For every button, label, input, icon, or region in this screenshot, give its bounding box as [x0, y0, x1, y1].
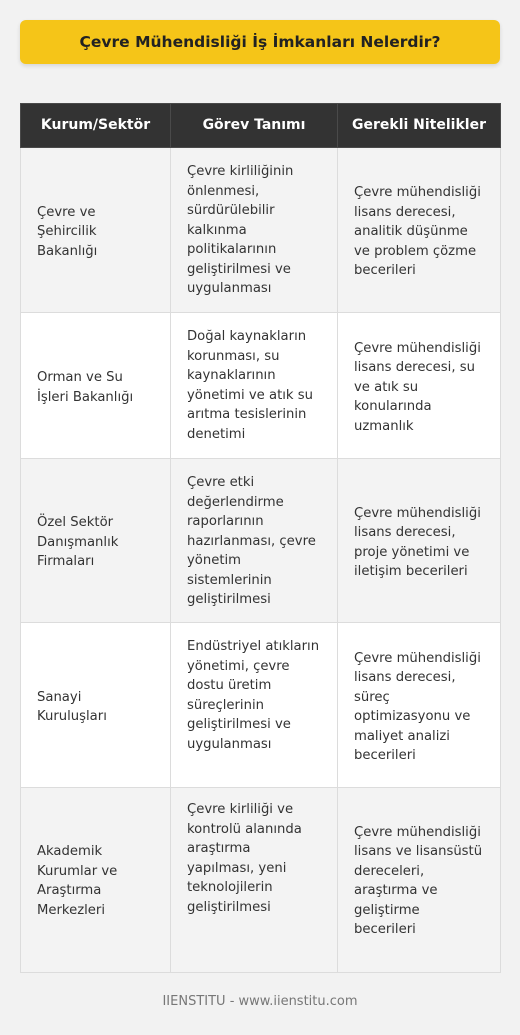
table-row [21, 623, 501, 788]
table-row [21, 459, 501, 623]
column-header-sector: Kurum/Sektör [21, 104, 171, 148]
footer-credit: IIENSTITU - www.iienstitu.com [162, 994, 358, 1009]
column-header-duty: Görev Tanımı [171, 104, 338, 148]
sector-cell: Çevre ve Şehircilik Bakanlığı [21, 148, 171, 313]
duty-cell: Çevre kirliliğinin önlenmesi, sürdürülebilir kalkınma politikalarının geliştirilmesi ve uygulanması [171, 148, 338, 313]
requirements-cell: Çevre mühendisliği lisans derecesi, su ve atık su konularında uzmanlık [338, 313, 501, 459]
sector-cell: Sanayi Kuruluşları [21, 623, 171, 788]
page-title: Çevre Mühendisliği İş İmkanları Nelerdir? [79, 33, 441, 51]
requirements-cell: Çevre mühendisliği lisans derecesi, süreç optimizasyonu ve maliyet analizi becerileri [338, 623, 501, 788]
duty-cell: Çevre etki değerlendirme raporlarının hazırlanması, çevre yönetim sistemlerinin geliştirilmesi [171, 459, 338, 623]
table-row [21, 148, 501, 313]
title-banner [20, 20, 500, 64]
table-body [21, 148, 501, 973]
table-row [21, 788, 501, 973]
table-row [21, 313, 501, 459]
requirements-cell: Çevre mühendisliği lisans derecesi, analitik düşünme ve problem çözme becerileri [338, 148, 501, 313]
sector-cell: Akademik Kurumlar ve Araştırma Merkezleri [21, 788, 171, 973]
duty-cell: Çevre kirliliği ve kontrolü alanında araştırma yapılması, yeni teknolojilerin geliştirilmesi [171, 788, 338, 973]
duty-cell: Doğal kaynakların korunması, su kaynaklarının yönetimi ve atık su arıtma tesislerinin denetimi [171, 313, 338, 459]
requirements-cell: Çevre mühendisliği lisans derecesi, proje yönetimi ve iletişim becerileri [338, 459, 501, 623]
table-header [21, 104, 501, 148]
sector-cell: Özel Sektör Danışmanlık Firmaları [21, 459, 171, 623]
career-table [20, 103, 501, 973]
requirements-cell: Çevre mühendisliği lisans ve lisansüstü dereceleri, araştırma ve geliştirme becerileri [338, 788, 501, 973]
column-header-requirements: Gerekli Nitelikler [338, 104, 501, 148]
duty-cell: Endüstriyel atıkların yönetimi, çevre dostu üretim süreçlerinin geliştirilmesi ve uygulanması [171, 623, 338, 788]
sector-cell: Orman ve Su İşleri Bakanlığı [21, 313, 171, 459]
header-row [21, 104, 501, 148]
